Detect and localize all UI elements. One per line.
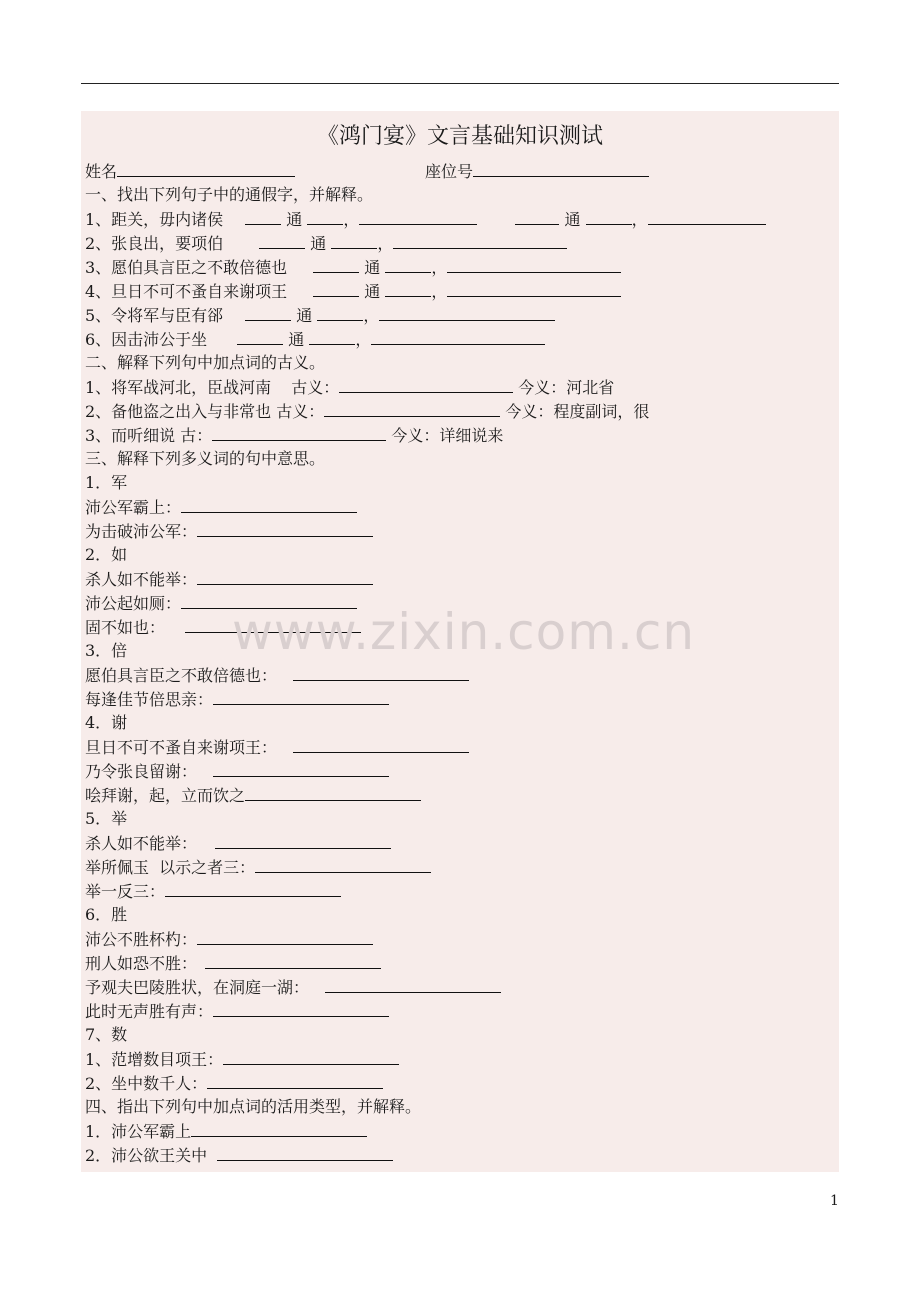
answer-blank[interactable] xyxy=(313,279,359,297)
question-line: 旦日不可不蚤自来谢项王： xyxy=(85,735,845,759)
question-line: 每逢佳节倍思亲： xyxy=(85,687,845,711)
question-line: 杀人如不能举： xyxy=(85,567,845,591)
answer-blank[interactable] xyxy=(213,687,389,705)
answer-blank[interactable] xyxy=(259,231,305,249)
answer-blank[interactable] xyxy=(309,327,355,345)
name-blank[interactable] xyxy=(117,159,295,177)
answer-blank[interactable] xyxy=(245,207,281,225)
answer-blank[interactable] xyxy=(324,399,500,417)
question-line: 1、范增数目项王： xyxy=(85,1047,845,1071)
answer-blank[interactable] xyxy=(213,999,389,1017)
answer-blank[interactable] xyxy=(313,255,359,273)
seat-blank[interactable] xyxy=(473,159,649,177)
answer-blank[interactable] xyxy=(393,231,567,249)
answer-blank[interactable] xyxy=(447,255,621,273)
answer-blank[interactable] xyxy=(385,279,431,297)
answer-blank[interactable] xyxy=(385,255,431,273)
answer-blank[interactable] xyxy=(181,495,357,513)
item-heading: 1．军 xyxy=(85,473,128,492)
answer-blank[interactable] xyxy=(307,207,343,225)
item-heading: 6．胜 xyxy=(85,905,128,924)
question-line: 1、将军战河北，臣战河南 古义： 今义：河北省 xyxy=(85,375,845,399)
item-heading: 7、数 xyxy=(85,1025,128,1044)
question-line: 予观夫巴陵胜状，在洞庭一湖： xyxy=(85,975,845,999)
answer-blank[interactable] xyxy=(207,1071,383,1089)
section-heading: 四、指出下列句中加点词的活用类型，并解释。 xyxy=(85,1097,422,1116)
answer-blank[interactable] xyxy=(217,1143,393,1161)
seat-label: 座位号 xyxy=(425,162,474,181)
question-line: 乃令张良留谢： xyxy=(85,759,845,783)
answer-blank[interactable] xyxy=(197,927,373,945)
answer-blank[interactable] xyxy=(331,231,377,249)
name-label: 姓名 xyxy=(85,162,118,181)
answer-blank[interactable] xyxy=(648,207,766,225)
answer-blank[interactable] xyxy=(515,207,559,225)
question-line: 2、坐中数千人： xyxy=(85,1071,845,1095)
answer-blank[interactable] xyxy=(197,567,373,585)
item-heading: 2．如 xyxy=(85,545,128,564)
question-line: 为击破沛公军： xyxy=(85,519,845,543)
item-heading: 5．举 xyxy=(85,809,128,828)
answer-blank[interactable] xyxy=(447,279,621,297)
answer-blank[interactable] xyxy=(371,327,545,345)
answer-blank[interactable] xyxy=(339,375,513,393)
question-line: 6、因击沛公于坐 通 ， xyxy=(85,327,845,351)
question-line: 3、愿伯具言臣之不敢倍德也 通 ， xyxy=(85,255,845,279)
answer-blank[interactable] xyxy=(255,855,431,873)
worksheet-body xyxy=(85,159,845,1167)
answer-blank[interactable] xyxy=(191,1119,367,1137)
answer-blank[interactable] xyxy=(293,663,469,681)
answer-blank[interactable] xyxy=(245,783,421,801)
question-line: 4、旦日不可不蚤自来谢项王 通 ， xyxy=(85,279,845,303)
item-heading: 3．倍 xyxy=(85,641,128,660)
question-line: 举一反三： xyxy=(85,879,845,903)
question-line: 2．沛公欲王关中 xyxy=(85,1143,845,1167)
page-number: 1 xyxy=(830,1193,839,1209)
item-heading: 4．谢 xyxy=(85,713,128,732)
question-line: 2、备他盗之出入与非常也 古义： 今义：程度副词，很 xyxy=(85,399,845,423)
answer-blank[interactable] xyxy=(317,303,363,321)
question-line: 哙拜谢，起，立而饮之 xyxy=(85,783,845,807)
answer-blank[interactable] xyxy=(212,423,386,441)
question-line: 沛公军霸上： xyxy=(85,495,845,519)
answer-blank[interactable] xyxy=(205,951,381,969)
answer-blank[interactable] xyxy=(379,303,555,321)
question-line: 1．沛公军霸上 xyxy=(85,1119,845,1143)
answer-blank[interactable] xyxy=(359,207,477,225)
name-seat-row xyxy=(85,159,845,183)
question-line: 1、距关，毋内诸侯 通 ， 通 ， xyxy=(85,207,845,231)
answer-blank[interactable] xyxy=(197,519,373,537)
answer-blank[interactable] xyxy=(165,879,341,897)
question-line: 2、张良出，要项伯 通 ， xyxy=(85,231,845,255)
question-line: 5、令将军与臣有郤 通 ， xyxy=(85,303,845,327)
question-line: 刑人如恐不胜： xyxy=(85,951,845,975)
page-title: 《鸿门宴》文言基础知识测试 xyxy=(316,124,603,149)
answer-blank[interactable] xyxy=(245,303,291,321)
answer-blank[interactable] xyxy=(213,759,389,777)
section-heading: 二、解释下列句中加点词的古义。 xyxy=(85,353,326,372)
answer-blank[interactable] xyxy=(223,1047,399,1065)
answer-blank[interactable] xyxy=(293,735,469,753)
question-line: 举所佩玉 以示之者三： xyxy=(85,855,845,879)
question-line: 沛公不胜杯杓： xyxy=(85,927,845,951)
section-heading: 三、解释下列多义词的句中意思。 xyxy=(85,449,326,468)
answer-blank[interactable] xyxy=(237,327,283,345)
question-line: 固不如也： xyxy=(85,615,845,639)
answer-blank[interactable] xyxy=(215,831,391,849)
question-line: 杀人如不能举： xyxy=(85,831,845,855)
section-heading: 一、找出下列句子中的通假字，并解释。 xyxy=(85,185,374,204)
question-line: 3、而听细说 古： 今义：详细说来 xyxy=(85,423,845,447)
question-line: 沛公起如厕： xyxy=(85,591,845,615)
question-line: 愿伯具言臣之不敢倍德也： xyxy=(85,663,845,687)
header-rule xyxy=(81,83,839,84)
question-line: 此时无声胜有声： xyxy=(85,999,845,1023)
watermark-text: www.zixin.com.cn xyxy=(232,603,696,661)
answer-blank[interactable] xyxy=(325,975,501,993)
answer-blank[interactable] xyxy=(586,207,632,225)
